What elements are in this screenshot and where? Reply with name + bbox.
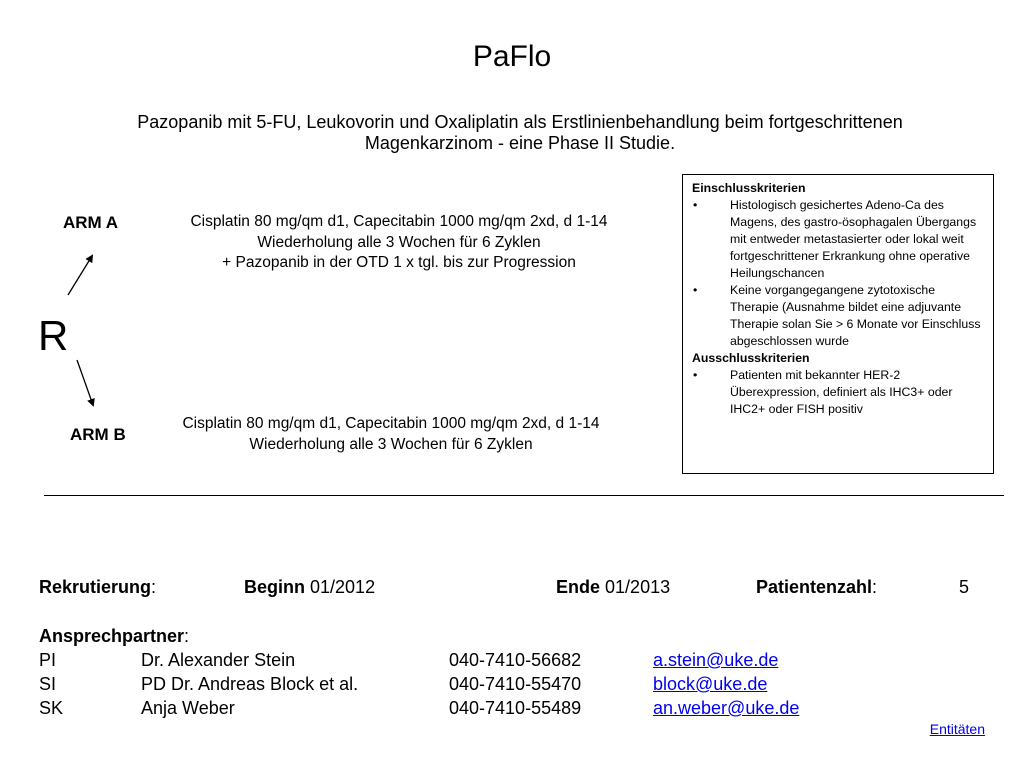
arm-b-label: ARM B bbox=[70, 425, 126, 444]
start-value: 01/2012 bbox=[310, 577, 376, 597]
bullet-icon: • bbox=[693, 198, 698, 212]
arm-b-line-1: Cisplatin 80 mg/qm d1, Capecitabin 1000 mg/qm 2xd, d 1-14 bbox=[182, 415, 600, 432]
bullet-icon: • bbox=[693, 283, 698, 297]
arm-a-line-2: Wiederholung alle 3 Wochen für 6 Zyklen bbox=[257, 233, 541, 251]
contact-name: Anja Weber bbox=[141, 698, 235, 718]
study-subtitle bbox=[80, 112, 960, 154]
page-title: PaFlo bbox=[472, 40, 552, 73]
exclusion-item bbox=[692, 367, 985, 418]
contact-phone: 040-7410-56682 bbox=[449, 650, 582, 670]
arm-b-description bbox=[152, 414, 630, 455]
randomization-symbol: R bbox=[38, 312, 69, 359]
exclusion-item-text: Patienten mit bekannter HER-2 Überexpression, definiert als IHC3+ oder IHC2+ oder FISH positiv bbox=[730, 368, 953, 416]
contact-phone: 040-7410-55489 bbox=[449, 698, 582, 718]
contact-name: Dr. Alexander Stein bbox=[141, 650, 296, 670]
end-value: 01/2013 bbox=[605, 577, 671, 597]
contact-email-link[interactable]: an.weber@uke.de bbox=[653, 698, 800, 718]
criteria-box bbox=[682, 174, 994, 474]
arrow-to-arm-b bbox=[77, 360, 93, 405]
contact-email-link[interactable]: a.stein@uke.de bbox=[653, 650, 779, 670]
subtitle-line-1: Pazopanib mit 5-FU, Leukovorin und Oxaliplatin als Erstlinienbehandlung beim fortgeschrittenen bbox=[137, 112, 903, 132]
section-divider bbox=[44, 495, 1004, 496]
inclusion-item bbox=[692, 282, 985, 350]
inclusion-item-text: Keine vorgangegangene zytotoxische Therapie (Ausnahme bildet eine adjuvante Therapie solan Sie > 6 Monate vor Einschluss abgeschlossen wurde bbox=[730, 283, 981, 348]
inclusion-heading: Einschlusskriterien bbox=[692, 181, 806, 195]
inclusion-item bbox=[692, 197, 985, 282]
entities-link[interactable]: Entitäten bbox=[929, 721, 985, 737]
contact-role: SK bbox=[39, 698, 64, 718]
end-label: Ende bbox=[556, 577, 601, 597]
arm-a-line-3: + Pazopanib in der OTD 1 x tgl. bis zur Progression bbox=[222, 254, 576, 271]
start-label: Beginn bbox=[244, 577, 305, 597]
bullet-icon: • bbox=[693, 368, 698, 382]
contact-email-link[interactable]: block@uke.de bbox=[653, 674, 768, 694]
contact-phone: 040-7410-55470 bbox=[449, 674, 582, 694]
subtitle-line-2: Magenkarzinom - eine Phase II Studie. bbox=[364, 133, 676, 153]
patient-count-label: Patientenzahl: bbox=[756, 577, 878, 597]
contact-name: PD Dr. Andreas Block et al. bbox=[141, 674, 359, 694]
contact-role: SI bbox=[39, 674, 57, 694]
inclusion-item-text: Histologisch gesichertes Adeno-Ca des Magens, des gastro-ösophagalen Übergangs mit entweder metastasierter oder lokal weit fortgeschrittener Erkrankung ohne operative Heilungschancen bbox=[730, 198, 977, 280]
arrow-to-arm-a bbox=[68, 256, 92, 295]
contact-role: PI bbox=[39, 650, 57, 670]
exclusion-heading: Ausschlusskriterien bbox=[692, 351, 810, 365]
patient-count-value: 5 bbox=[959, 577, 970, 597]
recruitment-end bbox=[556, 577, 670, 598]
contacts-heading: Ansprechpartner: bbox=[39, 626, 190, 646]
recruitment-start bbox=[244, 577, 375, 598]
arm-a-description bbox=[160, 212, 638, 274]
arm-a-line-1: Cisplatin 80 mg/qm d1, Capecitabin 1000 mg/qm 2xd, d 1-14 bbox=[190, 213, 608, 230]
arm-a-label: ARM A bbox=[63, 213, 119, 232]
recruitment-label: Rekrutierung: bbox=[39, 577, 157, 597]
arm-b-line-2: Wiederholung alle 3 Wochen für 6 Zyklen bbox=[249, 435, 533, 453]
